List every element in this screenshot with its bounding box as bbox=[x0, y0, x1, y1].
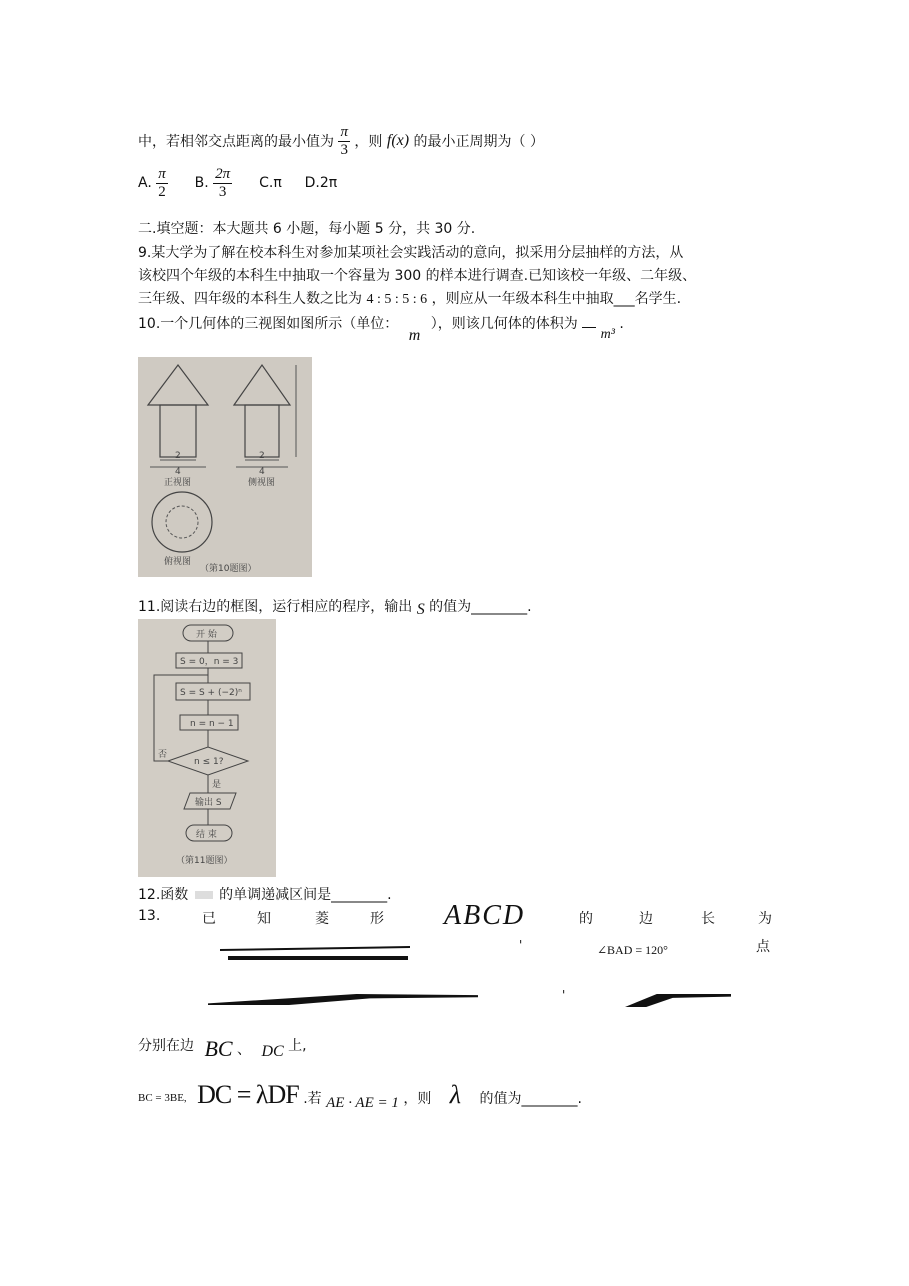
q13-dc: DC bbox=[261, 1043, 284, 1060]
q13-comma-1: ' bbox=[519, 938, 523, 952]
side-view-rect bbox=[245, 405, 279, 457]
q8-opt-a-den: 2 bbox=[158, 183, 166, 200]
q13-sep: 、 bbox=[237, 1042, 252, 1058]
fc-end-label: 结 束 bbox=[196, 830, 217, 840]
q10-answer-blank[interactable] bbox=[582, 315, 596, 328]
q13-w8: 为 bbox=[758, 911, 772, 927]
front-view-triangle bbox=[148, 365, 208, 405]
front-view-label: 正视图 bbox=[164, 478, 192, 488]
q9-line3 bbox=[138, 288, 681, 308]
top-view-label: 俯视图 bbox=[164, 557, 192, 567]
fc-output-label: 输出 S bbox=[195, 798, 222, 808]
front-view-rect bbox=[160, 405, 196, 457]
q11-flowchart-svg bbox=[138, 619, 276, 877]
q10-line bbox=[138, 313, 624, 345]
q13-lambda: λ bbox=[449, 1080, 462, 1109]
q11-var-s: S bbox=[416, 601, 425, 618]
q10-unit: m bbox=[408, 327, 421, 344]
q13-garbled-formula-3 bbox=[625, 994, 731, 1007]
top-view-inner-circle bbox=[166, 506, 198, 538]
side-dim-2: 2 bbox=[259, 451, 265, 461]
section-2-header: 二.填空题：本大题共 6 小题，每小题 5 分，共 30 分. bbox=[138, 221, 476, 237]
q8-opt-a-num: π bbox=[158, 166, 166, 182]
q13-w5: 的 bbox=[579, 911, 593, 927]
q9-line3-prefix: 三年级、四年级的本科生人数之比为 bbox=[138, 291, 362, 307]
q8-opt-b-label: B. bbox=[194, 175, 209, 191]
front-dim-4: 4 bbox=[175, 467, 181, 477]
q12-suffix: 的单调递减区间是________. bbox=[219, 887, 392, 903]
side-view-triangle bbox=[234, 365, 290, 405]
fc-init-label: S = 0，n = 3 bbox=[180, 657, 239, 667]
q13-num: 13. bbox=[138, 908, 161, 924]
q8-opt-b-den: 3 bbox=[218, 183, 227, 200]
q8-text-prefix: 中，若相邻交点距离的最小值为 bbox=[138, 134, 334, 150]
side-view-label: 侧视图 bbox=[248, 478, 276, 488]
fc-yes-label: 是 bbox=[212, 780, 222, 790]
q13-shang: 上, bbox=[288, 1038, 307, 1054]
q13-bc: BC bbox=[204, 1036, 233, 1061]
q8-opt-a-frac bbox=[156, 166, 168, 200]
q8-frac-num: π bbox=[340, 124, 348, 140]
q13-angle: ∠BAD = 120° bbox=[597, 943, 668, 957]
q10-mid: ），则该几何体的体积为 bbox=[430, 316, 578, 332]
q10-end: . bbox=[619, 316, 624, 332]
fc-update-label: S = S + (−2)ⁿ bbox=[180, 688, 242, 698]
q10-figure-caption: （第10题图） bbox=[200, 564, 257, 574]
q8-text-suffix: 的最小正周期为（ ） bbox=[413, 134, 544, 150]
q13-dian: 点 bbox=[756, 939, 770, 955]
q12-line bbox=[138, 884, 392, 904]
q13-w3: 菱 bbox=[315, 911, 329, 927]
q13-w6: 边 bbox=[639, 911, 653, 927]
q10-prefix: 10.一个几何体的三视图如图所示（单位： bbox=[138, 316, 399, 332]
fc-start-label: 开 始 bbox=[196, 630, 217, 640]
q13-bc3be: BC = 3BE, bbox=[138, 1092, 187, 1104]
q11-suffix: 的值为________. bbox=[429, 599, 532, 615]
q13-fenbie: 分别在边 bbox=[138, 1038, 194, 1054]
q11-prefix: 11.阅读右边的框图，运行相应的程序，输出 bbox=[138, 599, 413, 615]
fc-dec-label: n = n − 1 bbox=[190, 719, 234, 729]
q9-line3-suffix: ，则应从一年级本科生中抽取___名学生. bbox=[431, 291, 682, 307]
q8-opt-d: D.2π bbox=[304, 175, 338, 191]
q8-line1 bbox=[138, 124, 544, 164]
q13-tail: 的值为________. bbox=[479, 1091, 582, 1107]
q13-line5 bbox=[138, 1080, 582, 1114]
q8-opt-b-num: 2π bbox=[215, 166, 231, 182]
q13-w1: 已 bbox=[202, 911, 216, 927]
q11-line bbox=[138, 596, 532, 616]
q8-fx: f(x) bbox=[386, 132, 410, 149]
q13-garbled-formula-2 bbox=[208, 994, 478, 1005]
q9-line1: 9.某大学为了解在校本科生对参加某项社会实践活动的意向，拟采用分层抽样的方法，从 bbox=[138, 245, 684, 261]
fc-cond-label: n ≤ 1? bbox=[194, 757, 224, 767]
q8-options bbox=[138, 166, 337, 210]
q13-line4 bbox=[138, 1030, 307, 1060]
q13-w2: 知 bbox=[257, 911, 271, 927]
q13-garbled-formula-1 bbox=[220, 946, 410, 951]
q12-prefix: 12.函数 bbox=[138, 887, 189, 903]
fc-caption: （第11题图） bbox=[176, 856, 233, 866]
side-dim-4: 4 bbox=[259, 467, 265, 477]
q8-frac-den: 3 bbox=[340, 141, 348, 158]
fc-no-label: 否 bbox=[158, 750, 168, 760]
q13-ze: ，则 bbox=[403, 1091, 432, 1107]
q8-opt-b-frac bbox=[213, 166, 232, 200]
q8-text-mid: ，则 bbox=[354, 134, 383, 150]
q8-opt-a-label: A. bbox=[138, 175, 152, 191]
q13-dc-ldf: DC = λDF bbox=[197, 1080, 299, 1109]
q10-unit3: m³ bbox=[600, 327, 615, 342]
q10-figure-svg bbox=[138, 357, 312, 577]
q9-line2: 该校四个年级的本科生中抽取一个容量为 300 的样本进行调查.已知该校一年级、二年级、 bbox=[138, 268, 697, 284]
q13-w4: 形 bbox=[370, 911, 384, 927]
front-dim-2: 2 bbox=[175, 451, 181, 461]
q8-fraction-pi-3 bbox=[338, 124, 350, 158]
q11-flowchart-figure bbox=[138, 619, 276, 877]
q13-ruo: .若 bbox=[303, 1091, 322, 1107]
q9-ratio: 4 : 5 : 5 : 6 bbox=[366, 292, 428, 307]
q13-w7: 长 bbox=[701, 911, 715, 927]
q13-abcd: ABCD bbox=[444, 900, 526, 931]
q12-formula-image bbox=[195, 891, 213, 899]
q10-three-view-figure bbox=[138, 357, 312, 577]
top-view-outer-circle bbox=[152, 492, 212, 552]
q8-opt-c: C.π bbox=[259, 175, 282, 191]
q13-garbled-formula-1b bbox=[228, 956, 408, 960]
q13-comma-2: ' bbox=[562, 988, 566, 1002]
q13-ae-dot: AE · AE = 1 bbox=[326, 1095, 399, 1111]
